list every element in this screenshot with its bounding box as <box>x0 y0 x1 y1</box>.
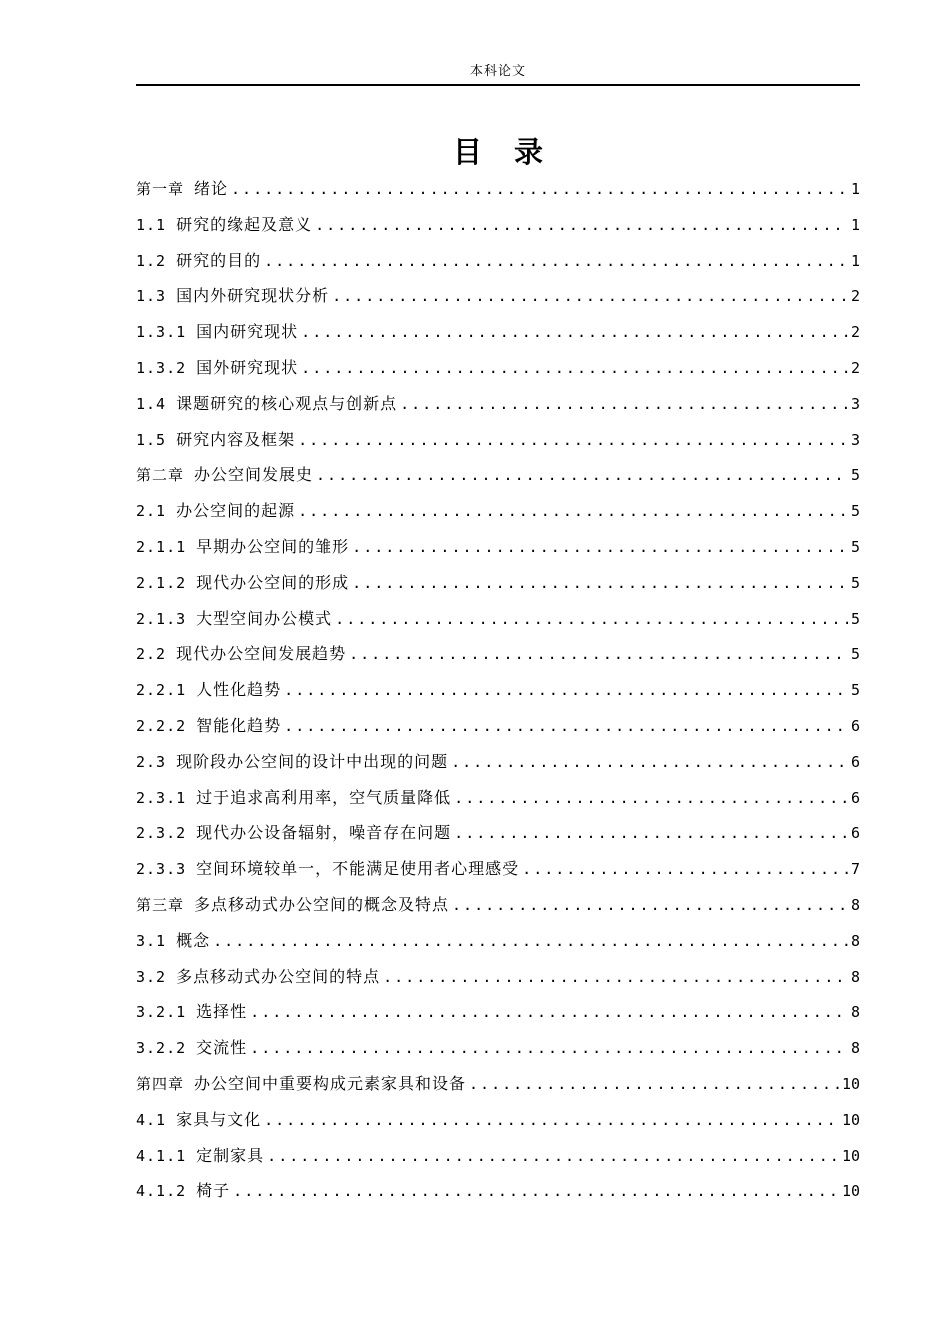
toc-entry[interactable] <box>136 959 860 995</box>
toc-entry-number: 2.1.2 <box>136 573 187 592</box>
toc-entry-title: 人性化趋势 <box>196 680 282 700</box>
toc-entry[interactable] <box>136 1030 860 1066</box>
toc-entry-title: 现代办公设备辐射，噪音存在问题 <box>196 823 452 843</box>
toc-entry[interactable] <box>136 1173 860 1209</box>
toc-entry[interactable] <box>136 601 860 637</box>
toc-dot-leader <box>335 602 848 637</box>
toc-entry-page-number: 6 <box>850 824 860 843</box>
toc-entry-page-number: 2 <box>850 323 860 342</box>
toc-entry-page-number: 8 <box>850 1039 860 1058</box>
toc-dot-leader <box>264 244 848 279</box>
toc-dot-leader <box>316 458 848 493</box>
toc-entry[interactable] <box>136 887 860 923</box>
toc-entry-number: 1.4 <box>136 394 167 413</box>
toc-entry-page-number: 5 <box>850 645 860 664</box>
toc-dot-leader <box>454 816 848 851</box>
toc-entry[interactable] <box>136 171 860 207</box>
toc-entry[interactable] <box>136 815 860 851</box>
toc-entry-title: 智能化趋势 <box>196 715 282 735</box>
toc-dot-leader <box>250 995 848 1030</box>
toc-dot-leader <box>301 351 848 386</box>
toc-entry-number: 第一章 <box>136 180 185 198</box>
toc-dot-leader <box>452 888 848 923</box>
toc-entry-page-number: 6 <box>850 788 860 807</box>
toc-entry-page-number: 1 <box>850 180 860 198</box>
toc-dot-leader <box>213 924 848 959</box>
toc-entry-number: 2.2.2 <box>136 716 187 735</box>
toc-entry-page-number: 8 <box>850 1003 860 1022</box>
toc-entry-number: 第三章 <box>136 895 185 914</box>
toc-entry-page-number: 5 <box>850 537 860 556</box>
toc-entry-number: 2.3.3 <box>136 860 187 879</box>
toc-entry-number: 4.1.1 <box>136 1146 187 1165</box>
toc-entry-number: 3.1 <box>136 931 167 950</box>
toc-entry-number: 2.3.2 <box>136 824 187 843</box>
toc-entry-page-number: 5 <box>850 573 860 592</box>
toc-entry[interactable] <box>136 565 860 601</box>
toc-entry-title: 家具与文化 <box>176 1109 262 1129</box>
toc-dot-leader <box>298 494 848 529</box>
toc-entry[interactable] <box>136 493 860 529</box>
toc-entry-number: 1.2 <box>136 251 167 270</box>
toc-entry-page-number: 3 <box>850 430 860 449</box>
toc-entry-title: 国内外研究现状分析 <box>176 286 330 306</box>
toc-entry-number: 3.2 <box>136 967 167 986</box>
toc-entry-title: 办公空间发展史 <box>194 465 314 485</box>
toc-dot-leader <box>301 315 848 350</box>
toc-entry-number: 第二章 <box>136 466 185 485</box>
toc-entry-title: 研究内容及框架 <box>176 429 296 449</box>
toc-entry-page-number: 10 <box>841 1074 860 1093</box>
toc-entry[interactable] <box>136 851 860 887</box>
toc-entry-number: 2.1 <box>136 502 167 521</box>
toc-entry-title: 早期办公空间的雏形 <box>196 536 350 556</box>
toc-dot-leader <box>352 566 848 601</box>
toc-entry-number: 1.1 <box>136 215 167 234</box>
toc-dot-leader <box>231 172 848 207</box>
toc-entry-title: 现代办公空间发展趋势 <box>176 644 347 664</box>
toc-entry-page-number: 8 <box>850 895 860 914</box>
toc-entry-number: 第四章 <box>136 1074 185 1093</box>
toc-entry-page-number: 8 <box>850 931 860 950</box>
toc-entry-page-number: 2 <box>850 358 860 377</box>
toc-entry[interactable] <box>136 1066 860 1102</box>
toc-entry[interactable] <box>136 923 860 959</box>
toc-entry-number: 1.3 <box>136 287 167 306</box>
toc-entry-page-number: 6 <box>850 752 860 771</box>
toc-dot-leader <box>454 781 848 816</box>
toc-entry-title: 多点移动式办公空间的特点 <box>176 966 381 986</box>
toc-entry-number: 2.3.1 <box>136 788 187 807</box>
toc-entry-page-number: 7 <box>850 860 860 879</box>
toc-entry[interactable] <box>136 994 860 1030</box>
toc-entry[interactable] <box>136 636 860 672</box>
toc-entry-page-number: 10 <box>841 1182 860 1201</box>
toc-entry[interactable] <box>136 1102 860 1138</box>
toc-entry-title: 交流性 <box>196 1038 248 1058</box>
toc-entry-page-number: 5 <box>850 466 860 485</box>
toc-dot-leader <box>383 960 848 995</box>
toc-entry-title: 研究的缘起及意义 <box>176 214 313 234</box>
toc-entry[interactable] <box>136 1138 860 1174</box>
toc-entry-title: 课题研究的核心观点与创新点 <box>176 393 398 413</box>
toc-entry[interactable] <box>136 457 860 493</box>
toc-entry-title: 办公空间中重要构成元素家具和设备 <box>194 1073 467 1093</box>
toc-entry-page-number: 2 <box>850 287 860 306</box>
toc-dot-leader <box>233 1174 839 1209</box>
toc-entry-number: 2.1.3 <box>136 609 187 628</box>
toc-dot-leader <box>332 279 848 314</box>
toc-entry-title: 研究的目的 <box>176 250 262 270</box>
header-rule <box>136 84 860 86</box>
toc-entry-title: 空间环境较单一，不能满足使用者心理感受 <box>196 859 520 879</box>
toc-entry-page-number: 10 <box>841 1110 860 1129</box>
toc-dot-leader <box>469 1067 839 1102</box>
toc-entry[interactable] <box>136 207 860 243</box>
toc-entry-number: 3.2.2 <box>136 1039 187 1058</box>
toc-entry-title: 国内研究现状 <box>196 322 299 342</box>
toc-entry-number: 4.1 <box>136 1110 167 1129</box>
toc-entry-number: 2.2.1 <box>136 681 187 700</box>
toc-entry[interactable] <box>136 780 860 816</box>
toc-entry[interactable] <box>136 422 860 458</box>
toc-dot-leader <box>400 387 848 422</box>
table-of-contents <box>136 171 860 1209</box>
toc-entry-page-number: 1 <box>850 215 860 234</box>
toc-dot-leader <box>451 745 848 780</box>
toc-dot-leader <box>349 637 848 672</box>
toc-entry-title: 选择性 <box>196 1002 248 1022</box>
toc-entry-title: 现阶段办公空间的设计中出现的问题 <box>176 751 449 771</box>
toc-entry-page-number: 1 <box>850 251 860 270</box>
toc-entry-page-number: 10 <box>841 1146 860 1165</box>
toc-entry-page-number: 8 <box>850 967 860 986</box>
toc-entry-page-number: 3 <box>850 394 860 413</box>
toc-dot-leader <box>267 1139 839 1174</box>
toc-dot-leader <box>315 208 848 243</box>
toc-dot-leader <box>352 530 848 565</box>
toc-dot-leader <box>250 1031 848 1066</box>
toc-entry[interactable] <box>136 529 860 565</box>
toc-entry[interactable] <box>136 708 860 744</box>
toc-entry[interactable] <box>136 350 860 386</box>
toc-entry-number: 1.5 <box>136 430 167 449</box>
toc-entry-title: 绪论 <box>194 179 229 198</box>
toc-entry[interactable] <box>136 243 860 279</box>
toc-entry[interactable] <box>136 744 860 780</box>
toc-entry-title: 椅子 <box>196 1181 231 1201</box>
toc-dot-leader <box>284 709 848 744</box>
toc-entry-title: 过于追求高利用率，空气质量降低 <box>196 787 452 807</box>
toc-entry[interactable] <box>136 278 860 314</box>
toc-entry-number: 2.2 <box>136 645 167 664</box>
toc-entry-number: 1.3.1 <box>136 323 187 342</box>
toc-dot-leader <box>522 852 848 887</box>
toc-entry-title: 国外研究现状 <box>196 357 299 377</box>
toc-entry-title: 现代办公空间的形成 <box>196 572 350 592</box>
toc-entry-page-number: 5 <box>850 502 860 521</box>
toc-entry-title: 大型空间办公模式 <box>196 608 333 628</box>
toc-entry-title: 多点移动式办公空间的概念及特点 <box>194 894 450 914</box>
toc-entry-title: 办公空间的起源 <box>176 501 296 521</box>
toc-dot-leader <box>264 1103 839 1138</box>
toc-entry-number: 2.1.1 <box>136 537 187 556</box>
toc-entry-page-number: 6 <box>850 716 860 735</box>
toc-entry-title: 定制家具 <box>196 1145 265 1165</box>
toc-entry-title: 概念 <box>176 930 211 950</box>
toc-dot-leader <box>298 423 848 458</box>
toc-entry-number: 2.3 <box>136 752 167 771</box>
running-header: 本科论文 <box>469 64 526 79</box>
toc-title: 目 录 <box>452 135 544 169</box>
toc-entry[interactable] <box>136 314 860 350</box>
toc-entry-number: 4.1.2 <box>136 1182 187 1201</box>
toc-entry-page-number: 5 <box>850 609 860 628</box>
toc-entry[interactable] <box>136 672 860 708</box>
toc-entry-page-number: 5 <box>850 681 860 700</box>
toc-entry-number: 3.2.1 <box>136 1003 187 1022</box>
toc-dot-leader <box>284 673 848 708</box>
toc-entry-number: 1.3.2 <box>136 358 187 377</box>
toc-entry[interactable] <box>136 386 860 422</box>
